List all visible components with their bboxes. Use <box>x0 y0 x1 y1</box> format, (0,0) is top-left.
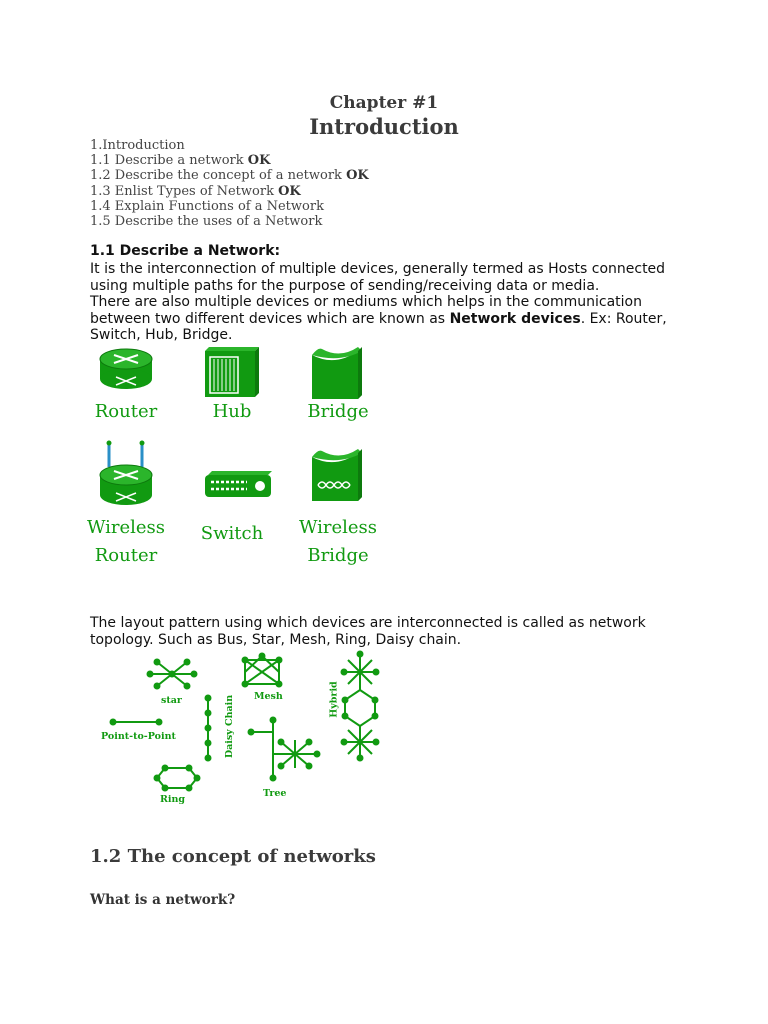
text-line: Switch, Hub, Bridge. <box>90 327 233 344</box>
text-line: The layout pattern using which devices are interconnected is called as network <box>90 615 646 631</box>
daisy-chain-topology-icon <box>206 696 211 761</box>
mesh-label: Mesh <box>254 691 283 702</box>
router-label: Router <box>94 401 158 422</box>
section-heading-1-1: 1.1 Describe a Network: <box>90 243 281 259</box>
toc-item: 1.1 Describe a network OK <box>90 153 271 169</box>
text-line: There are also multiple devices or mediums which helps in the communication <box>90 294 642 311</box>
point-to-point-label: Point-to-Point <box>101 731 176 742</box>
hybrid-label: Hybrid <box>328 681 340 718</box>
bridge-label: Bridge <box>307 401 369 422</box>
daisy-chain-label: Daisy Chain <box>224 694 236 759</box>
tree-topology-icon <box>249 718 320 781</box>
toc-item: 1.3 Enlist Types of Network OK <box>90 183 301 199</box>
wireless-bridge-icon <box>312 449 362 501</box>
switch-icon <box>205 471 272 497</box>
toc-item: 1.4 Explain Functions of a Network <box>90 198 324 214</box>
toc-item: 1.Introduction <box>90 138 185 153</box>
bridge-icon <box>312 347 362 399</box>
hub-label: Hub <box>212 401 252 422</box>
paragraph-network-definition <box>90 261 690 344</box>
wireless-bridge-label: Wireless Bridge <box>298 517 378 566</box>
paragraph-topology <box>90 615 690 648</box>
star-label: star <box>161 695 182 706</box>
section-heading-1-2: 1.2 The concept of networks <box>90 846 376 867</box>
hub-icon <box>205 347 259 397</box>
page-title: Introduction <box>309 114 459 139</box>
text-line: between two different devices which are known as Network devices. Ex: Router, <box>90 310 667 327</box>
switch-label: Switch <box>200 523 264 544</box>
star-topology-icon <box>148 660 197 689</box>
text-line: using multiple paths for the purpose of sending/receiving data or media. <box>90 277 600 294</box>
toc-item: 1.5 Describe the uses of a Network <box>90 214 323 230</box>
toc-item: 1.2 Describe the concept of a network OK <box>90 168 369 184</box>
mesh-topology-icon <box>245 656 279 684</box>
chapter-heading: Chapter #1 <box>329 93 439 113</box>
tree-label: Tree <box>263 788 287 799</box>
wireless-router-label: Wireless Router <box>86 517 166 566</box>
router-icon <box>100 349 152 389</box>
ring-topology-icon <box>155 766 200 791</box>
text-line: topology. Such as Bus, Star, Mesh, Ring, Daisy chain. <box>90 631 462 648</box>
wireless-router-icon <box>100 441 152 506</box>
text-line: It is the interconnection of multiple devices, generally termed as Hosts connected <box>90 261 666 277</box>
ring-label: Ring <box>160 794 186 805</box>
subheading-what-is-network: What is a network? <box>90 892 236 908</box>
table-of-contents <box>90 138 369 229</box>
point-to-point-topology-icon <box>111 720 162 725</box>
hybrid-topology-icon <box>342 652 379 761</box>
